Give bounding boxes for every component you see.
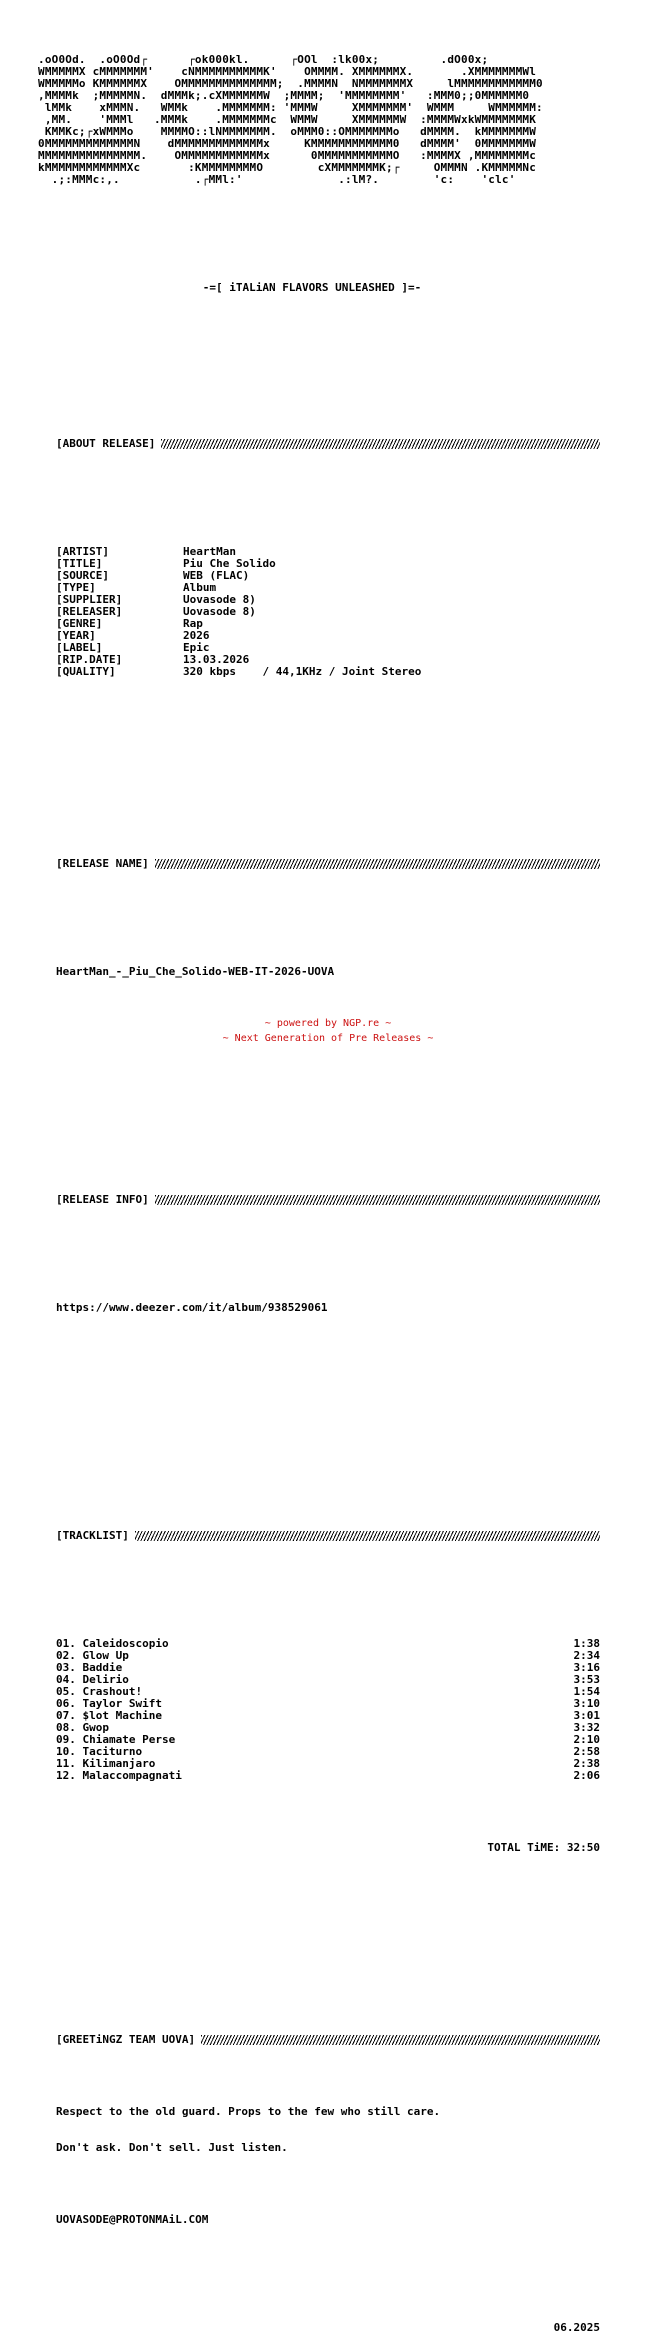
footer-tagline: ~ Next Generation of Pre Releases ~ xyxy=(222,1033,434,1044)
ascii-logo-line: WMMMMMX cMMMMMMM' cNMMMMMMMMMMK' OMMMM. XMMMMMMX. .XMMMMMMMWl xyxy=(38,65,537,78)
about-field-key: [TITLE] xyxy=(56,557,103,570)
track-duration: 2:10 xyxy=(573,1733,600,1746)
track-duration: 2:38 xyxy=(573,1757,600,1770)
about-field-key: [RELEASER] xyxy=(56,605,123,618)
about-field-key: [ARTIST] xyxy=(56,545,109,558)
track-duration: 2:34 xyxy=(573,1649,600,1662)
track-row xyxy=(0,1770,600,1782)
about-release-header xyxy=(0,438,600,450)
header-hatch xyxy=(161,439,600,449)
about-field-value: 320 kbps / 44,1KHz / Joint Stereo xyxy=(183,665,422,678)
about-field-key: [SUPPLIER] xyxy=(56,593,123,606)
track-title: 02. Glow Up xyxy=(56,1649,129,1662)
track-duration: 1:54 xyxy=(573,1685,600,1698)
about-field-value: HeartMan xyxy=(183,545,236,558)
nfo-date: 06.2025 xyxy=(553,2321,600,2334)
about-field-value: Uovasode 8) xyxy=(183,605,256,618)
ascii-logo-line: WMMMMMo KMMMMMMX OMMMMMMMMMMMMMM; .MMMMN NMMMMMMMX lMMMMMMMMMMMM0 xyxy=(38,77,543,90)
about-field-value: Epic xyxy=(183,641,210,654)
greetings-header xyxy=(0,2034,600,2046)
ascii-logo xyxy=(0,54,624,186)
footer-powered-by[interactable]: ~ powered by NGP.re ~ xyxy=(264,1018,392,1029)
tagline: -=[ iTALiAN FLAVORS UNLEASHED ]=- xyxy=(202,281,422,294)
track-duration: 3:53 xyxy=(573,1673,600,1686)
about-field-value: Album xyxy=(183,581,217,594)
header-hatch xyxy=(155,1195,600,1205)
track-title: 09. Chiamate Perse xyxy=(56,1733,176,1746)
about-field-value: Piu Che Solido xyxy=(183,557,276,570)
about-field-value: Rap xyxy=(183,617,203,630)
about-field-key: [LABEL] xyxy=(56,641,103,654)
about-field-key: [GENRE] xyxy=(56,617,103,630)
ascii-logo-line: KMMKc;┌xWMMMo MMMMO::lNMMMMMMM. oMMM0::OMMMMMMMo dMMMM. kMMMMMMMW xyxy=(38,125,537,138)
about-field-key: [SOURCE] xyxy=(56,569,109,582)
tracklist-title: [TRACKLIST] xyxy=(56,1529,129,1542)
header-hatch xyxy=(135,1531,600,1541)
about-field-row xyxy=(0,666,624,678)
track-list xyxy=(0,1638,624,1782)
contact-email[interactable]: UOVASODE@PROTONMAiL.COM xyxy=(56,2213,209,2226)
release-name-header xyxy=(0,858,600,870)
greetings-title: [GREETiNGZ TEAM UOVA] xyxy=(56,2033,196,2046)
nfo-document xyxy=(0,30,624,2346)
track-duration: 1:38 xyxy=(573,1637,600,1650)
about-fields xyxy=(0,546,624,678)
track-title: 05. Crashout! xyxy=(56,1685,143,1698)
track-title: 11. Kilimanjaro xyxy=(56,1757,156,1770)
track-title: 03. Baddie xyxy=(56,1661,123,1674)
track-duration: 3:32 xyxy=(573,1721,600,1734)
total-time: TOTAL TiME: 32:50 xyxy=(487,1841,600,1854)
about-field-key: [QUALITY] xyxy=(56,665,116,678)
track-title: 10. Taciturno xyxy=(56,1745,143,1758)
track-title: 08. Gwop xyxy=(56,1721,109,1734)
ascii-logo-line: MMMMMMMMMMMMMMM. OMMMMMMMMMMMMx 0MMMMMMMMMMMO :MMMMX ,MMMMMMMMc xyxy=(38,149,537,162)
track-title: 06. Taylor Swift xyxy=(56,1697,162,1710)
ascii-logo-line: ,MM. 'MMMl .MMMk .MMMMMMMc WMMW XMMMMMMW :MMMMWxkWMMMMMMMK xyxy=(38,113,537,126)
release-name-value: HeartMan_-_Piu_Che_Solido-WEB-IT-2026-UOVA xyxy=(56,965,335,978)
greetings-line: Respect to the old guard. Props to the few who still care. xyxy=(56,2105,441,2118)
release-info-link[interactable]: https://www.deezer.com/it/album/938529061 xyxy=(56,1301,328,1314)
track-duration: 2:58 xyxy=(573,1745,600,1758)
track-duration: 3:16 xyxy=(573,1661,600,1674)
track-duration: 2:06 xyxy=(573,1769,600,1782)
ascii-logo-line: .oO0Od. .oO0Od┌ ┌ok000kl. ┌OOl :lk00x; .dO00x; xyxy=(38,53,489,66)
ascii-logo-line: .;:MMMc:,. .┌MMl:' .:lM?. 'c: 'clc' xyxy=(38,173,516,186)
track-duration: 3:01 xyxy=(573,1709,600,1722)
release-info-title: [RELEASE INFO] xyxy=(56,1193,149,1206)
footer xyxy=(0,1016,656,1046)
about-field-value: 2026 xyxy=(183,629,210,642)
about-field-value: Uovasode 8) xyxy=(183,593,256,606)
ascii-logo-line: 0MMMMMMMMMMMMMN dMMMMMMMMMMMMMx KMMMMMMMMMMMM0 dMMMM' 0MMMMMMMW xyxy=(38,137,537,150)
ascii-logo-line: ,MMMMk ;MMMMMN. dMMMk;.cXMMMMMMW ;MMMM; 'MMMMMMMM' :MMM0;;0MMMMMM0 xyxy=(38,89,530,102)
ascii-logo-line: kMMMMMMMMMMMMXc :KMMMMMMMMO cXMMMMMMMK;┌ OMMMN .KMMMMMNc xyxy=(38,161,537,174)
about-field-key: [YEAR] xyxy=(56,629,96,642)
release-name-title: [RELEASE NAME] xyxy=(56,857,149,870)
header-hatch xyxy=(201,2035,600,2045)
track-title: 01. Caleidoscopio xyxy=(56,1637,169,1650)
track-title: 12. Malaccompagnati xyxy=(56,1769,182,1782)
track-title: 07. $lot Machine xyxy=(56,1709,162,1722)
release-info-header xyxy=(0,1194,600,1206)
about-field-value: WEB (FLAC) xyxy=(183,569,250,582)
about-field-key: [RIP.DATE] xyxy=(56,653,123,666)
track-title: 04. Delirio xyxy=(56,1673,129,1686)
about-release-title: [ABOUT RELEASE] xyxy=(56,437,156,450)
about-field-key: [TYPE] xyxy=(56,581,96,594)
track-duration: 3:10 xyxy=(573,1697,600,1710)
greetings-line: Don't ask. Don't sell. Just listen. xyxy=(56,2141,288,2154)
header-hatch xyxy=(155,859,600,869)
about-field-value: 13.03.2026 xyxy=(183,653,250,666)
ascii-logo-line: lMMk xMMMN. WMMk .MMMMMMM: 'MMMW XMMMMMMM' WMMM WMMMMMM: xyxy=(38,101,543,114)
tracklist-header xyxy=(0,1530,600,1542)
